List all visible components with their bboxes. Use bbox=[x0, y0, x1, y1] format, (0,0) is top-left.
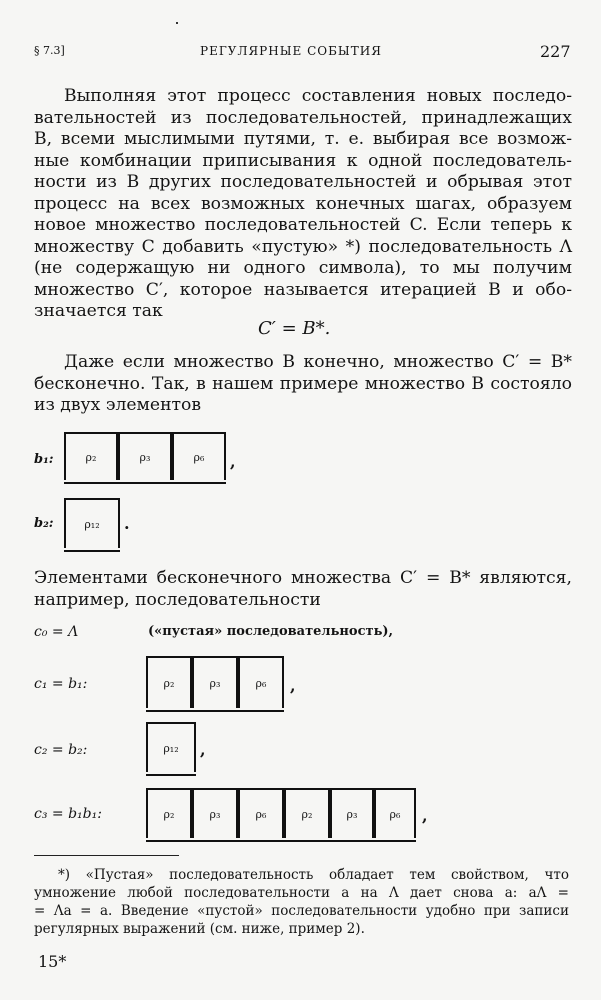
footnote-line: регулярных выражений (см. ниже, пример 2). bbox=[34, 921, 365, 937]
sequence-cell: ρ₃ bbox=[118, 434, 172, 480]
sequence-cell: ρ₂ bbox=[146, 658, 192, 708]
punctuation: , bbox=[230, 452, 236, 471]
sequence-cell: ρ₃ bbox=[330, 790, 374, 838]
section-number: § 7.3] bbox=[34, 44, 65, 57]
c0-description: («пустая» последовательность), bbox=[148, 624, 394, 639]
text-line: ности из B других последовательностей и обрывая этот bbox=[34, 172, 572, 192]
sequence-cell: ρ₆ bbox=[238, 658, 284, 708]
text-line: вательностей из последовательностей, принадлежащих bbox=[34, 107, 572, 128]
footnote-line: = Λa = a. Введение «пустой» последовательности удобно при записи bbox=[34, 903, 569, 919]
footnote-divider bbox=[34, 855, 179, 856]
c3-label: c₃ = b₁b₁: bbox=[34, 806, 102, 822]
text-line: новое множество последовательностей C. Если теперь к bbox=[34, 215, 572, 235]
text-line: множеству C добавить «пустую» *) последовательность Λ bbox=[34, 236, 572, 257]
sequence-cell: ρ₂ bbox=[146, 790, 192, 838]
paragraph-1 bbox=[34, 86, 572, 323]
sequence-cell: ρ₂ bbox=[284, 790, 330, 838]
text-line: бесконечно. Так, в нашем примере множество B состояло bbox=[34, 373, 572, 394]
punctuation: , bbox=[422, 806, 428, 825]
sequence-cell: ρ₆ bbox=[172, 434, 226, 480]
text-line: Даже если множество B конечно, множество C′ = B* bbox=[64, 352, 572, 372]
sequence-cell: ρ₃ bbox=[192, 658, 238, 708]
sequence-cell: ρ₁₂ bbox=[146, 724, 196, 772]
paragraph-2 bbox=[34, 352, 572, 417]
text-line: множество C′, которое называется итерацией B и обо- bbox=[34, 279, 572, 300]
b1-label: b₁: bbox=[34, 452, 54, 467]
sequence-cell: ρ₆ bbox=[238, 790, 284, 838]
sequence-cell: ρ₆ bbox=[374, 790, 416, 838]
text-line: из двух элементов bbox=[34, 395, 202, 415]
footnote-line: *) «Пустая» последовательность обладает тем свойством, что bbox=[58, 867, 569, 883]
page-number: 227 bbox=[540, 42, 571, 61]
b2-label: b₂: bbox=[34, 516, 54, 531]
text-line: значается так bbox=[34, 301, 163, 321]
footnote bbox=[34, 866, 569, 938]
sequence-cell: ρ₁₂ bbox=[64, 500, 120, 548]
punctuation: . bbox=[124, 514, 130, 533]
punctuation: , bbox=[290, 676, 296, 695]
text-line: Выполняя этот процесс составления новых последо- bbox=[64, 86, 572, 106]
print-speck bbox=[176, 22, 178, 24]
sequence-cell: ρ₂ bbox=[64, 434, 118, 480]
sequence-cell: ρ₃ bbox=[192, 790, 238, 838]
c2-label: c₂ = b₂: bbox=[34, 742, 88, 758]
c0-label: c₀ = Λ bbox=[34, 624, 79, 640]
punctuation: , bbox=[200, 740, 206, 759]
footnote-line: умножение любой последовательности a на Λ дает снова a: aΛ = bbox=[34, 885, 569, 901]
signature-mark: 15* bbox=[38, 952, 67, 971]
running-title: РЕГУЛЯРНЫЕ СОБЫТИЯ bbox=[200, 44, 382, 58]
text-line: процесс на всех возможных конечных шагах, образуем bbox=[34, 193, 572, 214]
text-line: ные комбинации приписывания к одной последователь- bbox=[34, 150, 572, 171]
c1-label: c₁ = b₁: bbox=[34, 676, 88, 692]
text-line: B, всеми мыслимыми путями, т. е. выбирая все возмож- bbox=[34, 129, 572, 149]
paragraph-3 bbox=[34, 568, 572, 611]
text-line: (не содержащую ни одного символа), то мы получим bbox=[34, 258, 572, 278]
text-line: Элементами бесконечного множества C′ = B* являются, bbox=[34, 568, 572, 588]
text-line: например, последовательности bbox=[34, 589, 321, 610]
iteration-formula: C′ = B*. bbox=[258, 318, 331, 339]
